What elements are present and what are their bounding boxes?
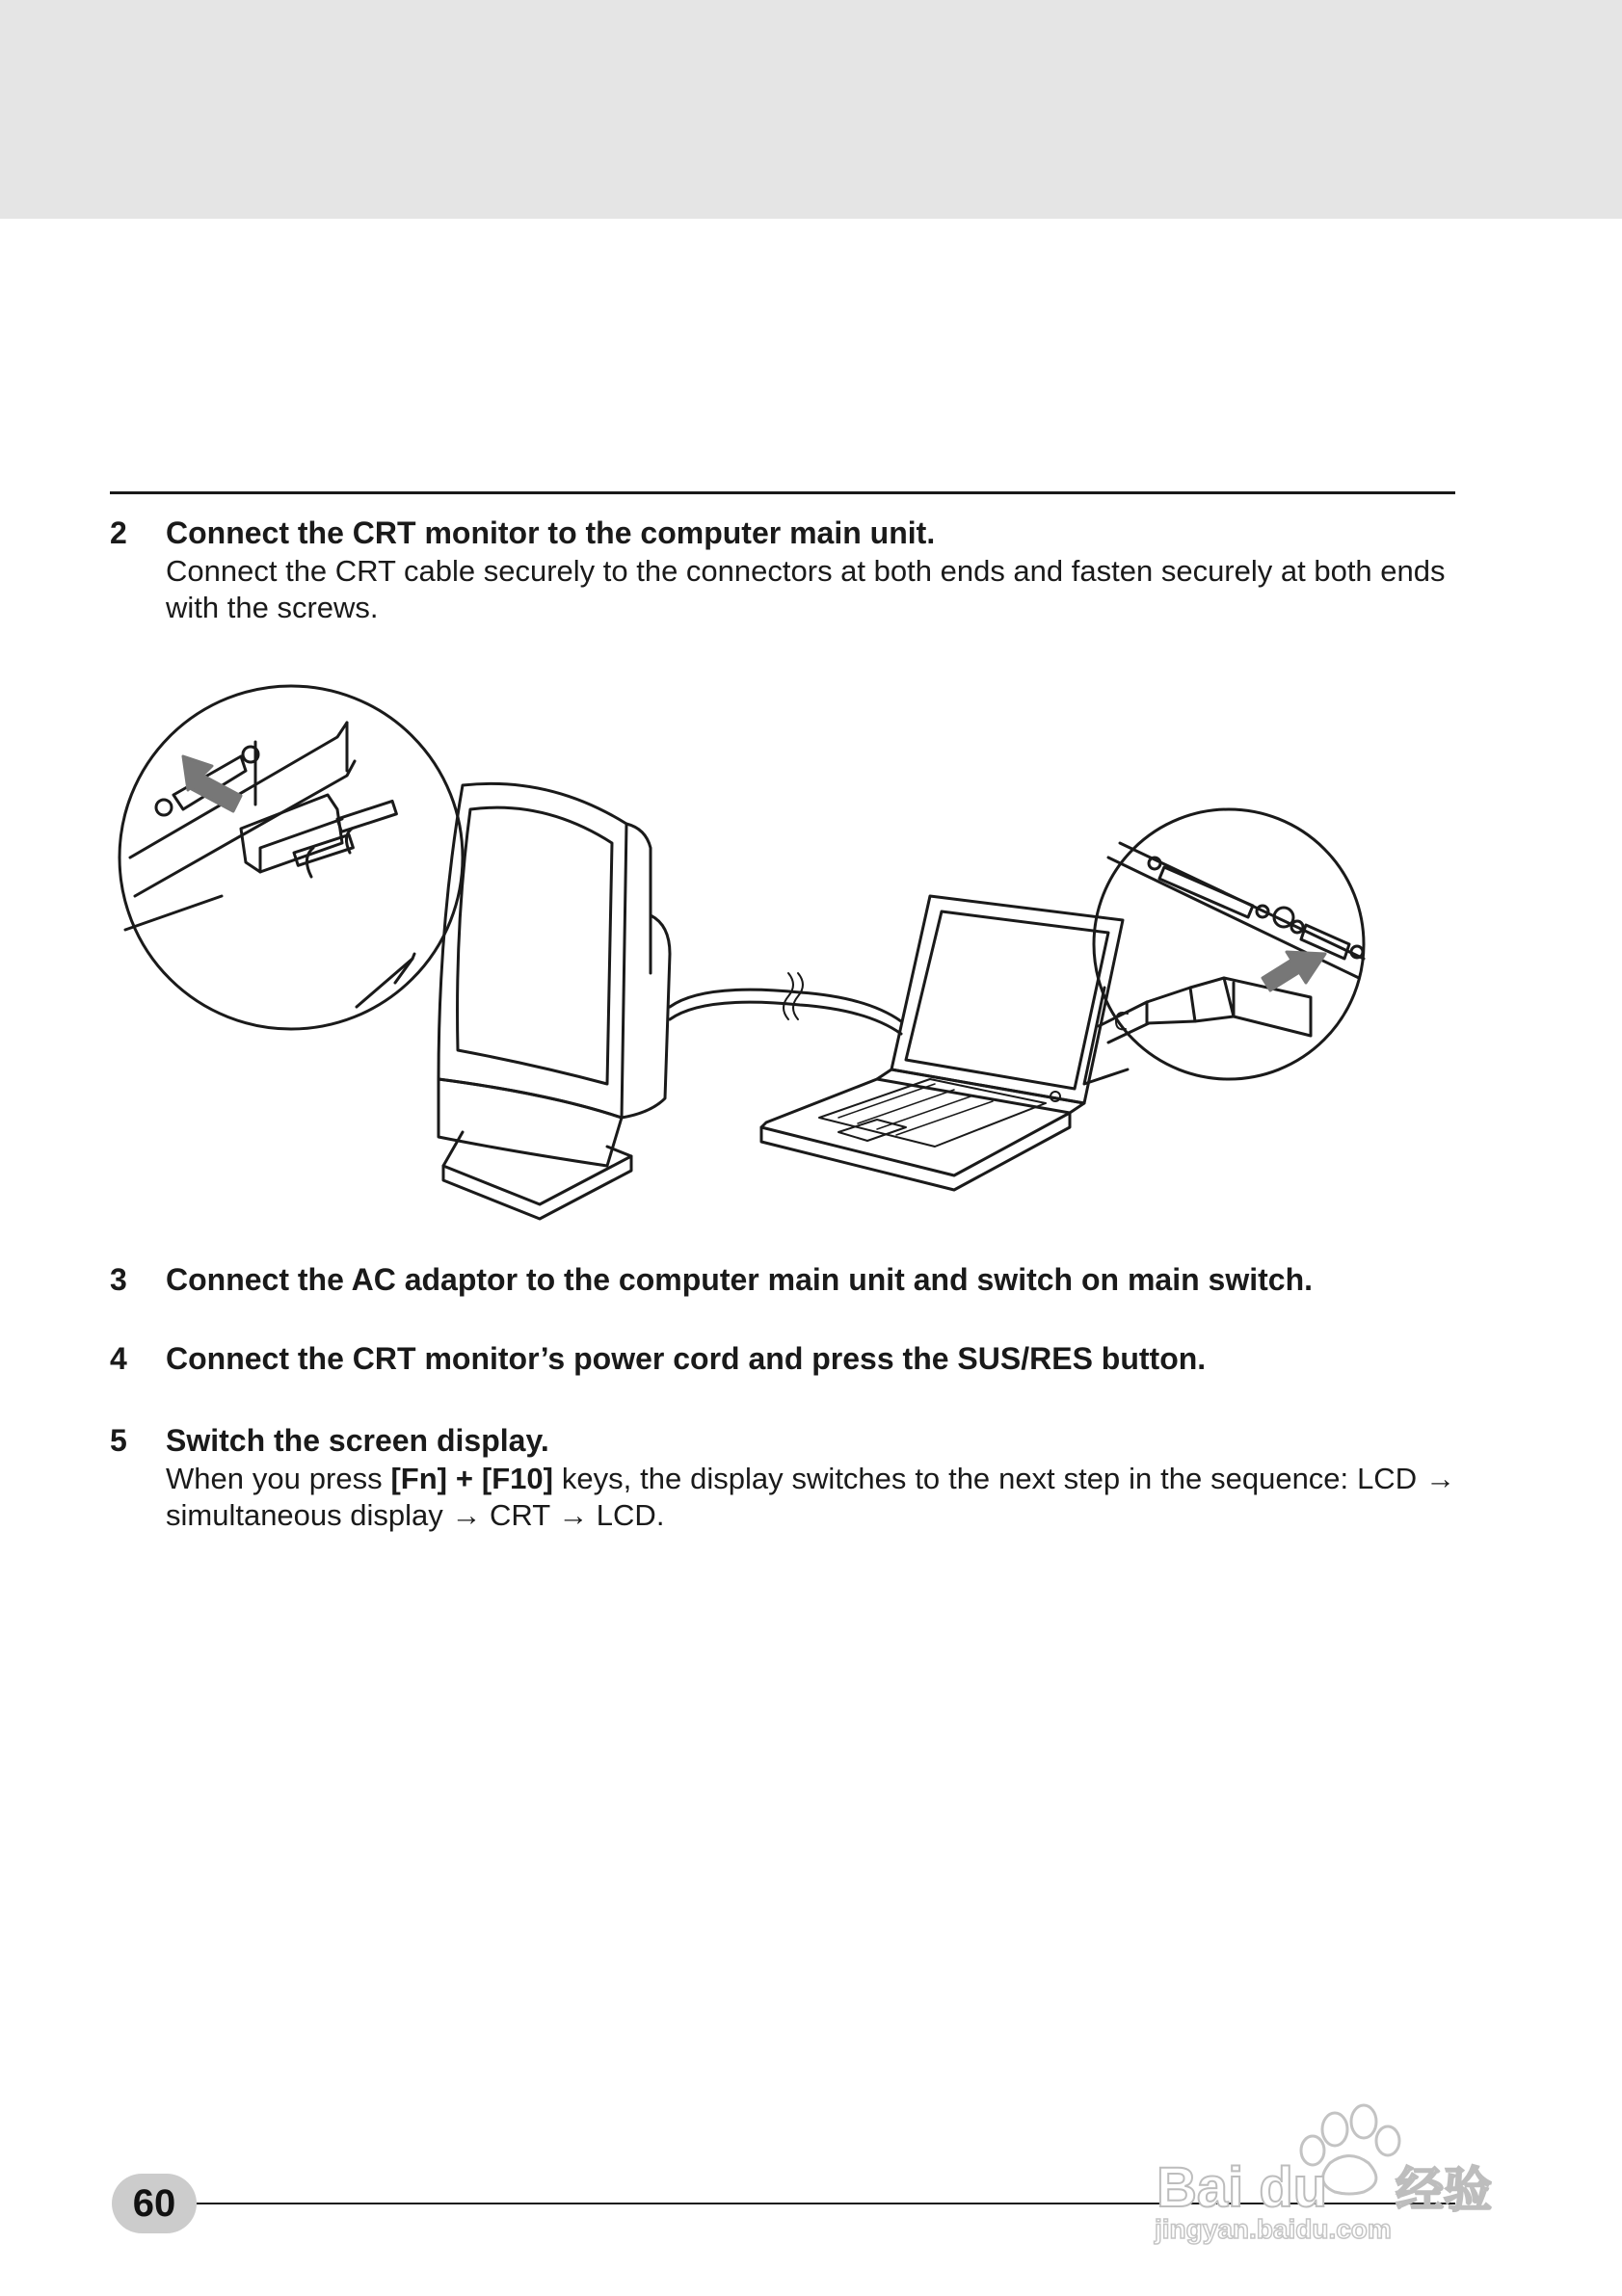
- header-band: [0, 0, 1622, 219]
- step-body: [166, 1461, 1455, 1534]
- monitor-connector-callout: [120, 686, 463, 1029]
- step-body-text: keys, the display switches to the next step in the sequence: LCD → simultaneous display → CRT → LCD.: [166, 1462, 1455, 1532]
- step-number: 5: [110, 1423, 127, 1458]
- watermark-suffix: 经验: [1396, 2162, 1492, 2218]
- notebook-computer: [761, 896, 1123, 1190]
- step-number: 3: [110, 1262, 127, 1297]
- step-title: Switch the screen display.: [166, 1423, 549, 1458]
- step-title: Connect the CRT monitor to the computer main unit.: [166, 515, 936, 550]
- step-title: Connect the CRT monitor’s power cord and press the SUS/RES button.: [166, 1341, 1207, 1376]
- crt-monitor: [439, 783, 670, 1219]
- step-title: Connect the AC adaptor to the computer main unit and switch on main switch.: [166, 1262, 1313, 1297]
- step-number: 2: [110, 515, 127, 550]
- watermark-url: jingyan.baidu.com: [1155, 2214, 1392, 2244]
- top-rule: [110, 491, 1455, 494]
- watermark-brand: Bai du: [1157, 2156, 1328, 2219]
- step-number: 4: [110, 1341, 127, 1376]
- step-body: Connect the CRT cable securely to the connectors at both ends and fasten securely at both ends with the screws.: [166, 554, 1446, 624]
- crt-connection-illustration: [106, 665, 1465, 1243]
- baidu-jingyan-watermark: [1147, 2062, 1532, 2245]
- computer-connector-callout: [1084, 809, 1364, 1084]
- key-combination: [Fn] + [F10]: [390, 1462, 553, 1495]
- step-body-text: When you press: [166, 1462, 391, 1495]
- page-number-badge: 60: [112, 2174, 197, 2233]
